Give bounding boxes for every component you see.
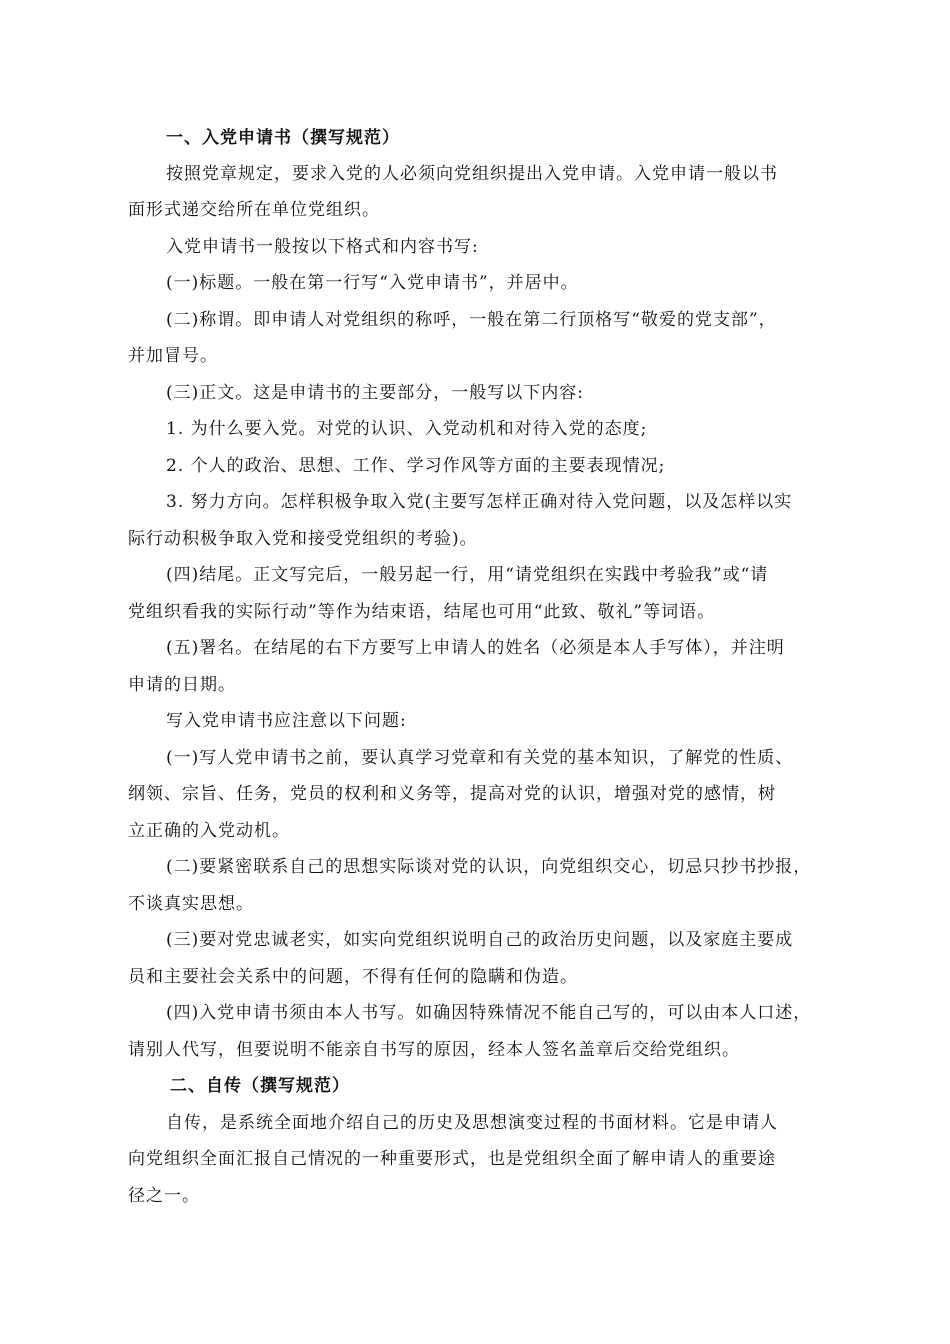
paragraph-line: 申请的日期。 — [128, 675, 236, 695]
paragraph-line: (五)署名。在结尾的右下方要写上申请人的姓名（必须是本人手写体），并注明 — [166, 638, 785, 658]
paragraph-line: (二)要紧密联系自己的思想实际谈对党的认识，向党组织交心，切忌只抄书抄报， — [166, 857, 812, 877]
list-item: 2. 个人的政治、思想、工作、学习作风等方面的主要表现情况; — [166, 456, 666, 476]
section-heading-autobiography: 二、自传（撰写规范） — [170, 1076, 350, 1096]
paragraph-line: 员和主要社会关系中的问题，不得有任何的隐瞒和伪造。 — [128, 967, 578, 987]
paragraph-line: (四)结尾。正文写完后，一般另起一行，用“请党组织在实践中考验我”或“请 — [166, 565, 769, 585]
paragraph-line: 请别人代写，但要说明不能亲自书写的原因，经本人签名盖章后交给党组织。 — [128, 1040, 740, 1060]
list-item: 3. 努力方向。怎样积极争取入党(主要写怎样正确对待入党问题，以及怎样以实 — [166, 492, 793, 512]
paragraph-line: (三)正文。这是申请书的主要部分，一般写以下内容: — [166, 383, 584, 403]
paragraph-line: 立正确的入党动机。 — [128, 821, 290, 841]
paragraph-line: 自传，是系统全面地介绍自己的历史及思想演变过程的书面材料。它是申请人 — [166, 1113, 778, 1133]
paragraph-line: (四)入党申请书须由本人书写。如确因特殊情况不能自己写的，可以由本人口述， — [166, 1003, 812, 1023]
paragraph-line: 党组织看我的实际行动”等作为结束语，结尾也可用“此致、敬礼”等词语。 — [128, 602, 716, 622]
section-heading-application-letter: 一、入党申请书（撰写规范） — [166, 128, 400, 148]
paragraph-line: 径之一。 — [128, 1186, 200, 1206]
paragraph-line: (三)要对党忠诚老实，如实向党组织说明自己的政治历史问题，以及家庭主要成 — [166, 930, 794, 950]
paragraph-line: 纲领、宗旨、任务，党员的权利和义务等，提高对党的认识，增强对党的感情，树 — [128, 784, 776, 804]
list-item: 际行动积极争取入党和接受党组织的考验)。 — [128, 529, 478, 549]
paragraph-line: (二)称谓。即申请人对党组织的称呼，一般在第二行顶格写“敬爱的党支部”， — [166, 310, 777, 330]
list-item: 1. 为什么要入党。对党的认识、入党动机和对待入党的态度; — [166, 419, 648, 439]
paragraph-line: (一)标题。一般在第一行写“入党申请书”，并居中。 — [166, 273, 579, 293]
paragraph-line: 写入党申请书应注意以下问题: — [166, 711, 407, 731]
paragraph-line: 并加冒号。 — [128, 346, 218, 366]
paragraph-line: 面形式递交给所在单位党组织。 — [128, 200, 380, 220]
paragraph-line: 入党申请书一般按以下格式和内容书写: — [166, 237, 479, 257]
paragraph-line: 向党组织全面汇报自己情况的一种重要形式，也是党组织全面了解申请人的重要途 — [128, 1149, 776, 1169]
paragraph-line: 按照党章规定，要求入党的人必须向党组织提出入党申请。入党申请一般以书 — [166, 164, 778, 184]
paragraph-line: (一)写人党申请书之前，要认真学习党章和有关党的基本知识，了解党的性质、 — [166, 748, 794, 768]
paragraph-line: 不谈真实思想。 — [128, 894, 254, 914]
